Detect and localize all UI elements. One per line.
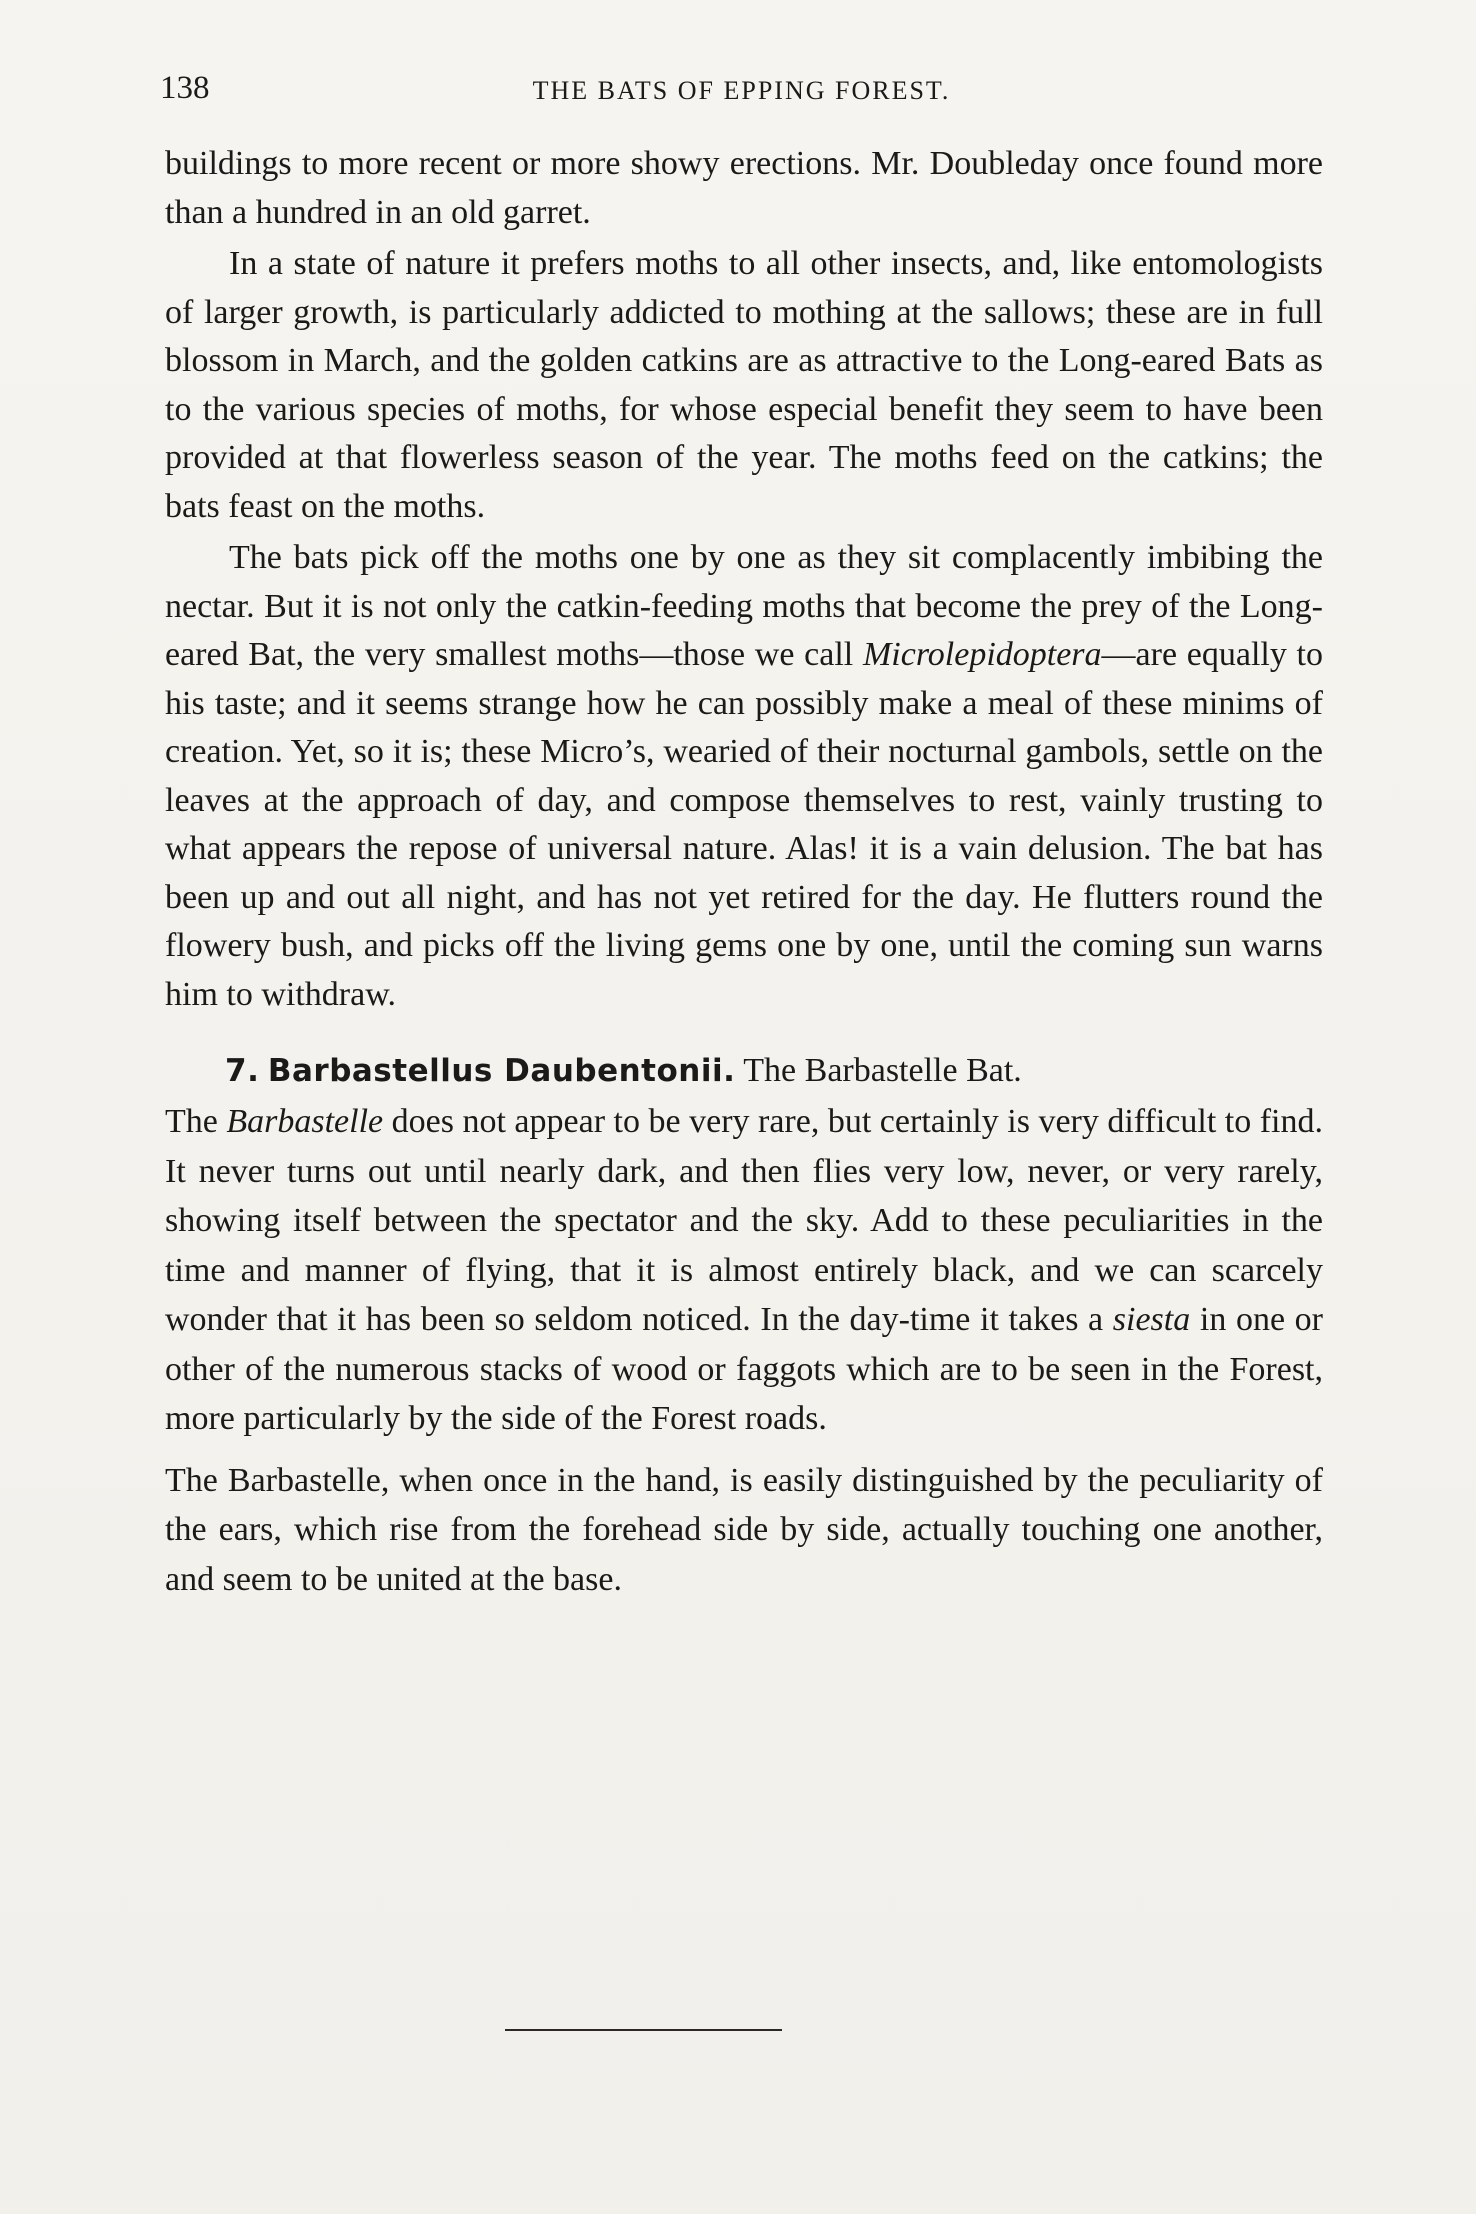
paragraph-text: —are equally to his taste; and it seems strange how he can possibly make a meal of these minims of creation. Yet, so it is; these Micro’s, wearied of their nocturnal gambols, settle on the leaves at the approach of day, and compose themselves to rest, vainly trusting to what appears the repose of universal nature. Alas! it is a vain delusion. The bat has been up and out all night, and has not yet retired for the day. He flutters round the flowery bush, and picks off the living gems one by one, until the coming sun warns him to withdraw. — [165, 636, 1323, 1013]
paragraph-barbastelle-ears: The Barbastelle, when once in the hand, is easily distinguished by the peculiarity of the ears, which rise from the forehead side by side, actually touching one another, and seem to be united at the base. — [165, 1461, 1323, 1598]
running-title: THE BATS OF EPPING FOREST. — [532, 76, 951, 105]
section-number: 7. — [225, 1053, 260, 1089]
paragraph-text: The — [165, 1103, 227, 1140]
page-header — [160, 70, 1323, 114]
paragraph-barbastelle-habits — [165, 1097, 1323, 1444]
section-body — [165, 1097, 1323, 1604]
section-latin-name: Barbastellus Daubentonii. — [267, 1053, 736, 1089]
footer-rule — [505, 2029, 782, 2031]
italic-term: siesta — [1112, 1301, 1191, 1338]
paragraph-continuation: buildings to more recent or more showy erections. Mr. Doubleday once found more than a hundred in an old garret. — [165, 145, 1323, 231]
page-number: 138 — [160, 70, 210, 106]
section-common-name: The Barbastelle Bat. — [743, 1052, 1022, 1089]
paragraph-bats-pick-moths — [165, 534, 1323, 1019]
paragraph-text: in one or other of the numerous stacks of wood or faggots which are to be seen in the Forest, more particularly by the side of the Forest roads. — [165, 1301, 1323, 1437]
paragraph-text: does not appear to be very rare, but certainly is very difficult to find. It never turns out until nearly dark, and then flies very low, never, or very rarely, showing itself between the spectator and the sky. Add to these peculiarities in the time and manner of flying, that it is almost entirely black, and we can scarcely wonder that it has been so seldom noticed. In the day-time it takes a — [165, 1103, 1324, 1338]
section-heading — [165, 1047, 1323, 1095]
italic-term: Barbastelle — [226, 1103, 384, 1140]
italic-term: Microlepidoptera — [862, 636, 1102, 673]
paragraph-moths-at-sallows: In a state of nature it prefers moths to all other insects, and, like entomologists of larger growth, is particularly addicted to mothing at the sallows; these are in full blossom in March, and the golden catkins are as attractive to the Long-eared Bats as to the various species of moths, for whose especial benefit they seem to have been provided at that flowerless season of the year. The moths feed on the catkins; the bats feast on the moths. — [165, 245, 1323, 525]
paragraph-text: The bats pick off the moths one by one as they sit complacently imbibing the nectar. But it is not only the catkin-feeding moths that become the prey of the Long-eared Bat, the very smallest moths—those we call — [165, 539, 1323, 673]
page-body — [165, 140, 1323, 1604]
